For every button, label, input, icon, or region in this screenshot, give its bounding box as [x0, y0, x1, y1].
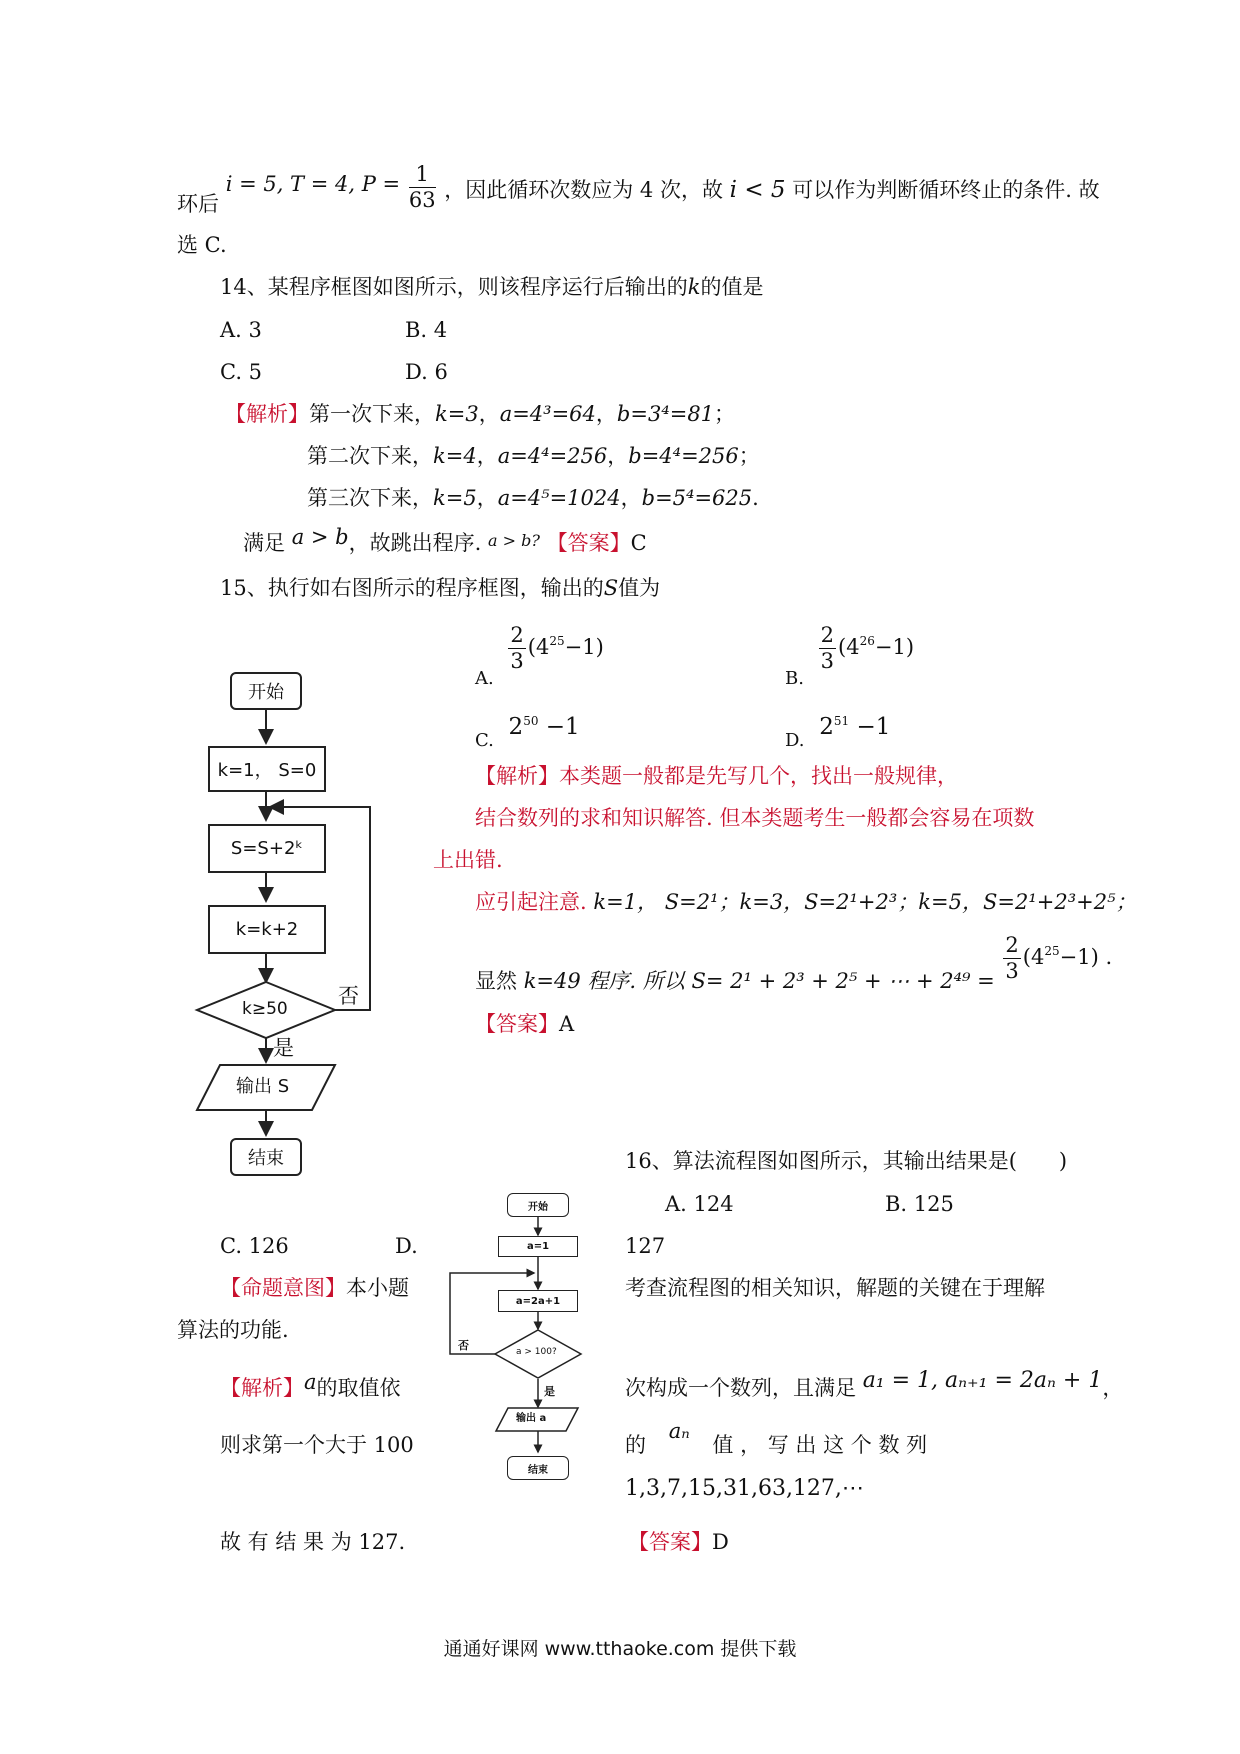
q15-stem-suffix: 值为	[618, 576, 661, 600]
q16-line-right	[625, 1419, 928, 1457]
q16-line-right-an: aₙ	[668, 1419, 690, 1443]
top-fraction	[409, 164, 436, 211]
q15-obvious-den: 3	[1005, 959, 1019, 983]
q15-option-c-label: C.	[475, 730, 494, 751]
q16-intent-line-2: 算法的功能.	[177, 1318, 289, 1342]
q15-c-base: 2	[508, 714, 524, 740]
q15-fc-output-label: 输出 S	[236, 1076, 290, 1097]
q14-conclusion-q: a > b?	[487, 531, 540, 550]
q15-jiexi-1: 本类题一般都是先写几个，找出一般规律，	[559, 764, 958, 788]
q16-option-a: A. 124	[665, 1192, 734, 1216]
q15-obvious-base: 4	[1030, 945, 1045, 969]
q14-option-a: A. 3	[220, 318, 262, 342]
q16-fc-output-label: 输出 a	[516, 1413, 547, 1424]
q15-obvious-sum: S= 2¹ + 2³ + 2⁵ + ⋯ + 2⁴⁹ =	[691, 969, 995, 993]
q15-c-exp: 50	[523, 714, 539, 728]
q16-fc-update: a=2a+1	[498, 1290, 578, 1312]
q14-conclusion-mid: ，故跳出程序.	[348, 531, 482, 555]
q16-result-left: 故 有 结 果 为 127.	[220, 1530, 406, 1554]
q15-stem-var: S	[603, 576, 619, 600]
q14-step3-label: 第三次下来，	[307, 486, 433, 510]
q16-fc-yes-label: 是	[544, 1385, 555, 1398]
q16-jiexi-rec: a₁ = 1, aₙ₊₁ = 2aₙ + 1	[862, 1368, 1103, 1393]
q16-fc-start: 开始	[507, 1193, 569, 1217]
q16-flowchart	[448, 1188, 598, 1498]
q15-a-minus: −1	[564, 635, 596, 659]
q15-answer-label: 【答案】	[475, 1012, 559, 1036]
q15-fc-yes-label: 是	[273, 1036, 294, 1060]
top-text-end: 可以作为判断循环终止的条件. 故	[792, 178, 1100, 202]
q14-conclusion	[243, 525, 647, 555]
q15-option-d-label: D.	[785, 730, 805, 751]
q15-obvious-prefix: 显然	[475, 969, 517, 993]
q15-option-b-label: B.	[785, 668, 804, 689]
q16-answer: D	[712, 1530, 729, 1554]
q15-b-fraction	[819, 625, 836, 672]
q15-jiexi-line-4	[475, 892, 1137, 913]
q15-jiexi-line-1	[475, 766, 958, 787]
q16-intent-right: 考查流程图的相关知识，解题的关键在于理解	[625, 1276, 1045, 1300]
q15-jiexi-4: 应引起注意.	[475, 890, 587, 914]
q14-answer: C	[630, 531, 647, 555]
q14-option-b: B. 4	[405, 318, 448, 342]
top-math-cond: i = 5, T = 4, P =	[225, 172, 401, 196]
q16-line-right-b: 值 ， 写 出 这 个 数 列	[712, 1433, 928, 1457]
q15-fc-end: 结束	[230, 1138, 302, 1176]
q14-s3-k: k=5	[433, 486, 477, 510]
top-prefix: 环后	[177, 192, 219, 216]
q14-step-3: 第三次下来，k=5，a=4⁵=1024，b=5⁴=625.	[307, 486, 759, 510]
q14-s2-k: k=4	[433, 444, 477, 468]
q15-jiexi-4-math: k=1， S=2¹；k=3，S=2¹+2³；k=5，S=2¹+2³+2⁵；	[593, 890, 1137, 914]
q15-jiexi-label: 【解析】	[475, 764, 559, 788]
top-text-mid: ，因此循环次数应为 4 次，故	[444, 178, 723, 202]
q16-option-d: D.	[395, 1234, 418, 1258]
q16-line-right-a: 的	[625, 1433, 646, 1457]
q15-c-minus: −1	[545, 714, 580, 740]
q16-answer-label: 【答案】	[628, 1530, 712, 1554]
q15-a-exp: 25	[549, 634, 565, 648]
q15-d-base: 2	[819, 714, 834, 740]
q15-fc-update-s: S=S+2ᵏ	[208, 824, 326, 873]
q14-s3-a: a=4⁵=1024	[497, 486, 621, 510]
q14-s2-b: b=4⁴=256	[628, 444, 739, 468]
q14-jiexi-label: 【解析】	[225, 402, 309, 426]
top-line-1	[177, 162, 1100, 216]
q14-s3-b: b=5⁴=625	[641, 486, 753, 510]
q15-b-exp: 26	[859, 634, 875, 648]
q15-obvious-line: 显然 k=49 程序. 所以 S= 2¹ + 2³ + 2⁵ + ⋯ + 2⁴⁹ = $\frac{2}{3}$ $(4^{25}-1)$ .	[475, 933, 1113, 993]
q16-option-c: C. 126	[220, 1234, 289, 1258]
q15-fc-start: 开始	[230, 672, 302, 710]
q14-step-1: 【解析】第一次下来，k=3，a=4³=64，b=3⁴=81；	[225, 402, 736, 426]
q14-conclusion-prefix: 满足	[243, 531, 285, 555]
q15-fc-init: k=1， S=0	[208, 746, 326, 792]
q14-stem-var: k	[687, 275, 701, 299]
q15-a-den: 3	[510, 649, 524, 673]
q14-s2-a: a=4⁴=256	[497, 444, 608, 468]
q15-a-num: 2	[510, 623, 524, 647]
q14-s1-b: b=3⁴=81	[616, 402, 715, 426]
q14-option-c: C. 5	[220, 360, 263, 384]
q14-stem-suffix: 的值是	[700, 275, 764, 299]
q16-jiexi-right: 次构成一个数列，且满足 a₁ = 1, aₙ₊₁ = 2aₙ + 1，	[625, 1368, 1124, 1400]
q16-jiexi-label: 【解析】	[220, 1376, 304, 1400]
top-frac-den: 63	[408, 188, 436, 212]
q16-fc-cond-label: a > 100?	[516, 1347, 557, 1357]
q16-answer-line	[628, 1532, 729, 1553]
q15-option-a: A. $\frac{2}{3}$ $(4^{25}-1)$	[475, 623, 604, 689]
top-frac-num: 1	[409, 164, 436, 188]
q14-stem	[220, 277, 763, 298]
q15-option-c	[475, 714, 580, 751]
q14-conclusion-math: a > b	[291, 525, 349, 549]
q15-a-fraction	[508, 625, 525, 672]
top-math-ineq: i < 5	[729, 177, 786, 203]
q14-step1-label: 第一次下来，	[309, 402, 435, 426]
q15-b-num: 2	[820, 623, 835, 647]
q16-jiexi-right-text: 次构成一个数列，且满足	[625, 1376, 856, 1400]
q15-a-base: 4	[536, 635, 550, 659]
q14-s1-k: k=3	[435, 402, 479, 426]
q16-intent-text: 本小题	[346, 1276, 409, 1300]
q16-line-left: 则求第一个大于 100	[220, 1433, 414, 1457]
q15-answer: A	[559, 1012, 575, 1036]
q15-answer-line	[475, 1014, 574, 1035]
q15-option-d	[785, 714, 891, 751]
q16-flowchart-lines	[448, 1188, 598, 1498]
q14-stem-prefix: 14、某程序框图如图所示，则该程序运行后输出的	[220, 275, 688, 299]
q15-option-b: B. $\frac{2}{3}$ $(4^{26}-1)$	[785, 623, 915, 689]
q15-d-exp: 51	[833, 714, 850, 728]
q15-option-a-label: A.	[475, 668, 494, 689]
q15-jiexi-line-2: 结合数列的求和知识解答. 但本类题考生一般都会容易在项数	[475, 806, 1035, 830]
q16-jiexi-left	[220, 1370, 401, 1400]
q15-b-minus: −1	[874, 635, 906, 659]
q14-s1-a: a=4³=64	[499, 402, 596, 426]
q15-obvious-k: k=49 程序. 所以	[523, 969, 685, 993]
q15-b-den: 3	[820, 649, 835, 673]
q15-b-base: 4	[846, 635, 860, 659]
page-footer: 通通好课网 www.tthaoke.com 提供下载	[443, 1638, 797, 1660]
q15-obvious-minus: −1	[1059, 945, 1091, 969]
q16-intent-label: 【命题意图】	[220, 1276, 346, 1300]
q16-fc-end: 结束	[507, 1456, 569, 1480]
q14-option-d: D. 6	[405, 360, 448, 384]
q15-jiexi-line-3: 上出错.	[433, 848, 503, 872]
q16-fc-no-label: 否	[458, 1339, 469, 1352]
q15-d-minus: −1	[856, 714, 891, 740]
q16-jiexi-var: a	[304, 1370, 317, 1394]
q14-answer-label: 【答案】	[546, 531, 631, 555]
q15-obvious-exp: 25	[1044, 944, 1060, 958]
q16-fc-init: a=1	[498, 1236, 578, 1257]
q16-stem: 16、算法流程图如图所示，其输出结果是( )	[625, 1149, 1068, 1173]
q15-fc-cond-label: k≥50	[242, 999, 288, 1019]
q14-step2-label: 第二次下来，	[307, 444, 433, 468]
q16-sequence: 1,3,7,15,31,63,127,⋯	[625, 1476, 864, 1501]
q14-step-2: 第二次下来，k=4，a=4⁴=256，b=4⁴=256；	[307, 444, 760, 468]
q16-intent-left	[220, 1278, 409, 1299]
q16-option-b: B. 125	[885, 1192, 954, 1216]
q16-jiexi-left-text: 的取值依	[316, 1376, 401, 1400]
top-line-2: 选 C.	[177, 233, 227, 257]
q15-fc-no-label: 否	[338, 984, 359, 1008]
q15-stem-prefix: 15、执行如右图所示的程序框图，输出的	[220, 576, 604, 600]
q16-option-d-value: 127	[625, 1234, 666, 1258]
q15-stem	[220, 578, 660, 599]
q15-fc-update-k: k=k+2	[208, 905, 326, 954]
q15-flowchart	[190, 670, 410, 1180]
q15-obvious-fraction	[1003, 935, 1020, 982]
q15-obvious-num: 2	[1005, 933, 1019, 957]
